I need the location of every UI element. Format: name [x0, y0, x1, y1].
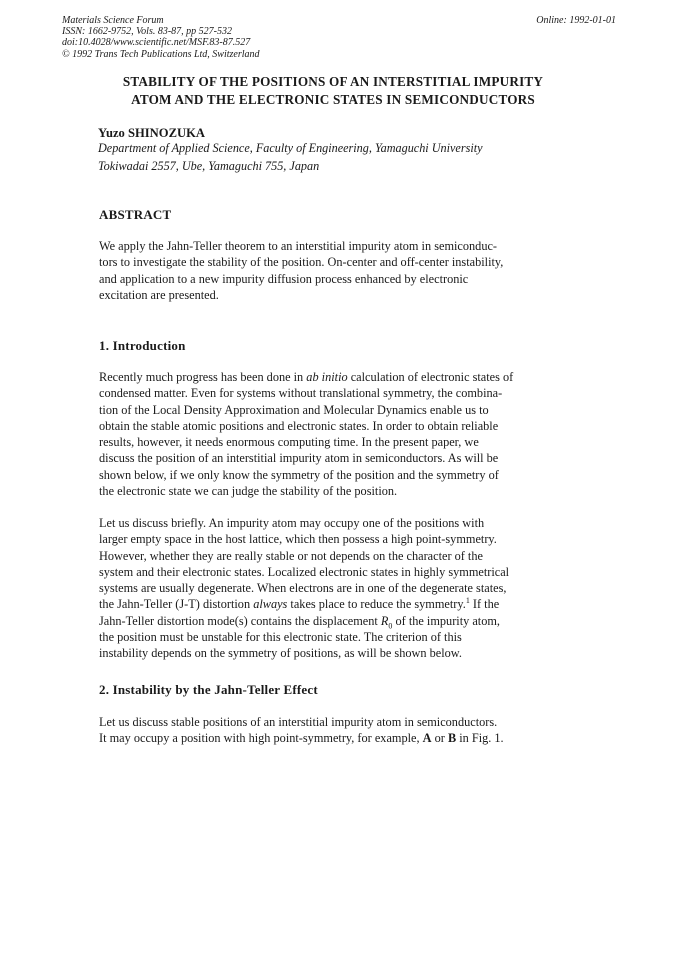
text-line: results, however, it needs enormous computing time. In the present paper, we [99, 435, 479, 450]
page-header [62, 15, 616, 60]
paper-title [98, 73, 568, 109]
intro-paragraph-1 [99, 369, 539, 499]
abstract-paragraph [99, 238, 539, 303]
position-label-b: B [447, 731, 457, 746]
text-span: the Jahn-Teller (J-T) distortion [99, 597, 254, 612]
text-line: discuss the position of an interstitial impurity atom in semiconductors. As will be [99, 451, 499, 466]
copyright-line: © 1992 Trans Tech Publications Ltd, Switzerland [62, 48, 260, 60]
reference-marker: 1 [465, 596, 470, 606]
italic-term: always [253, 597, 288, 612]
text-span: or [431, 731, 448, 746]
text-line: system and their electronic states. Localized electronic states in highly symmetrical [99, 564, 510, 579]
math-subscript: 0 [388, 621, 393, 631]
title-line-2: ATOM AND THE ELECTRONIC STATES IN SEMICONDUCTORS [131, 92, 535, 107]
section-2-paragraph-1 [99, 714, 539, 747]
text-span: It may occupy a position with high point-symmetry, for example, [99, 731, 423, 746]
text-line: and application to a new impurity diffusion process enhanced by electronic [99, 271, 469, 286]
text-line: systems are usually degenerate. When electrons are in one of the degenerate states, [99, 581, 507, 596]
text-span: If the [469, 597, 500, 612]
text-line: larger empty space in the host lattice, which then possess a high point-symmetry. [99, 532, 497, 547]
abstract-heading: ABSTRACT [99, 207, 172, 222]
text-line [99, 730, 539, 746]
doi-line: doi:10.4028/www.scientific.net/MSF.83-87.527 [62, 37, 251, 49]
text-line: tors to investigate the stability of the position. On-center and off-center instability, [99, 255, 504, 270]
section-2-heading: 2. Instability by the Jahn-Teller Effect [99, 682, 318, 697]
text-line: tion of the Local Density Approximation and Molecular Dynamics enable us to [99, 402, 489, 417]
italic-term: ab initio [306, 370, 348, 384]
text-span: calculation of electronic states of [347, 370, 514, 384]
author-name: Yuzo SHINOZUKA [98, 126, 205, 140]
text-line [99, 613, 539, 629]
text-span: takes place to reduce the symmetry. [287, 597, 466, 612]
text-line [99, 596, 539, 612]
issn-line: ISSN: 1662-9752, Vols. 83-87, pp 527-532 [62, 26, 232, 38]
text-line: Let us discuss stable positions of an interstitial impurity atom in semiconductors. [99, 715, 498, 729]
text-line: Let us discuss briefly. An impurity atom may occupy one of the positions with [99, 516, 485, 530]
title-line-1: STABILITY OF THE POSITIONS OF AN INTERSTITIAL IMPURITY [122, 74, 544, 89]
text-line: We apply the Jahn-Teller theorem to an interstitial impurity atom in semiconduc- [99, 239, 498, 253]
author-affiliation [98, 139, 483, 175]
math-symbol: R [380, 613, 389, 628]
journal-name: Materials Science Forum [62, 15, 164, 26]
text-line: condensed matter. Even for systems without translational symmetry, the combina- [99, 386, 503, 401]
affiliation-line-2: Tokiwadai 2557, Ube, Yamaguchi 755, Japan [98, 159, 320, 173]
position-label-a: A [422, 731, 432, 746]
text-line: the position must be unstable for this electronic state. The criterion of this [99, 630, 462, 645]
text-span: of the impurity atom, [392, 613, 501, 628]
intro-paragraph-2 [99, 515, 539, 662]
text-line: shown below, if we only know the symmetry of the position and the symmetry of [99, 467, 499, 482]
text-span: in Fig. 1. [456, 731, 504, 746]
text-span: Recently much progress has been done in [99, 370, 307, 384]
text-span: Jahn-Teller distortion mode(s) contains the displacement [99, 613, 381, 628]
text-line: However, whether they are really stable or not depends on the character of the [99, 548, 483, 563]
text-line: obtain the stable atomic positions and electronic states. In order to obtain reliable [99, 418, 499, 433]
text-line: the electronic state we can judge the stability of the position. [99, 484, 398, 499]
affiliation-line-1: Department of Applied Science, Faculty of Engineering, Yamaguchi University [98, 141, 483, 155]
online-date: Online: 1992-01-01 [536, 15, 616, 26]
text-line [99, 369, 539, 385]
section-1-heading: 1. Introduction [99, 338, 186, 353]
text-line: instability depends on the symmetry of positions, as will be shown below. [99, 646, 462, 661]
text-line: excitation are presented. [99, 287, 219, 302]
